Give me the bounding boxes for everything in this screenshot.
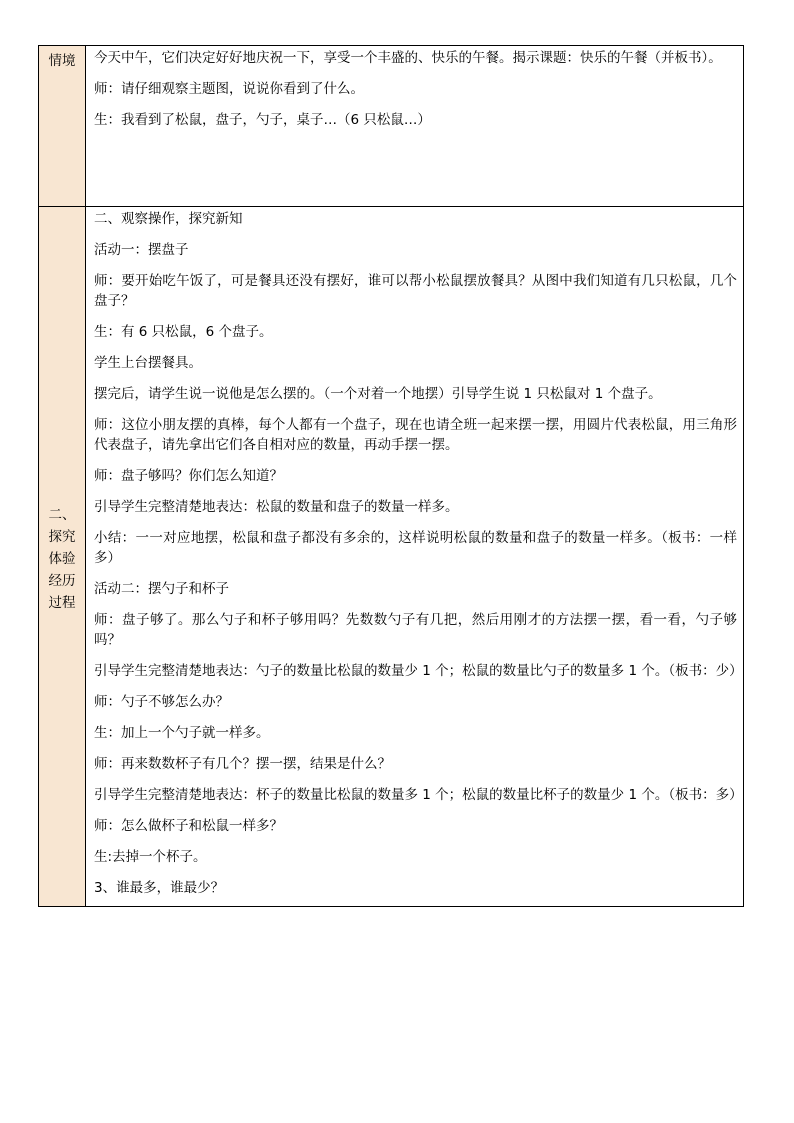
- content-heading: 二、观察操作，探究新知: [94, 211, 243, 227]
- content-line: 师：要开始吃午饭了，可是餐具还没有摆好，谁可以帮小松鼠摆放餐具？从图中我们知道有几只松鼠，几个盘子？: [94, 273, 737, 309]
- content-line: 引导学生完整清楚地表达：松鼠的数量和盘子的数量一样多。: [94, 499, 459, 515]
- content-line: 生：加上一个勺子就一样多。: [94, 725, 270, 741]
- section-content: [86, 46, 744, 207]
- content-line: 师：怎么做杯子和松鼠一样多？: [94, 818, 283, 834]
- content-line: 师：勺子不够怎么办？: [94, 694, 229, 710]
- section-label-line: 体验: [48, 550, 76, 567]
- lesson-plan-table: [38, 45, 744, 907]
- content-subheading: 3、谁最多，谁最少？: [94, 880, 225, 896]
- section-label: [39, 46, 86, 207]
- section-label-line: 过程: [48, 594, 76, 611]
- content-line: 小结：一一对应地摆，松鼠和盘子都没有多余的，这样说明松鼠的数量和盘子的数量一样多。（板书：一样多）: [94, 530, 737, 566]
- section-label-line: 二、: [48, 506, 76, 523]
- content-line: 师：盘子够了。那么勺子和杯子够用吗？先数数勺子有几把，然后用刚才的方法摆一摆，看一看，勺子够吗？: [94, 612, 737, 648]
- content-subheading: 活动一：摆盘子: [94, 242, 189, 258]
- section-label-text: 情境: [48, 53, 76, 69]
- content-line: 师：请仔细观察主题图，说说你看到了什么。: [94, 81, 364, 97]
- content-line: 生：有 6 只松鼠，6 个盘子。: [94, 324, 273, 340]
- section-situation: [39, 46, 744, 207]
- section-label: [39, 207, 86, 907]
- content-line: 生：我看到了松鼠，盘子，勺子，桌子…（6 只松鼠…）: [94, 112, 431, 128]
- lesson-plan-sheet: [38, 45, 744, 907]
- section-explore: [39, 207, 744, 907]
- content-line: 引导学生完整清楚地表达：杯子的数量比松鼠的数量多 1 个；松鼠的数量比杯子的数量少 1 个。（板书：多）: [94, 787, 743, 803]
- section-content: [86, 207, 744, 907]
- content-line: 引导学生完整清楚地表达：勺子的数量比松鼠的数量少 1 个；松鼠的数量比勺子的数量多 1 个。（板书：少）: [94, 663, 743, 679]
- content-line: 师：再来数数杯子有几个？摆一摆，结果是什么？: [94, 756, 391, 772]
- content-line: 生:去掉一个杯子。: [94, 849, 207, 865]
- content-line: 摆完后，请学生说一说他是怎么摆的。（一个对着一个地摆）引导学生说 1 只松鼠对 1 个盘子。: [94, 386, 662, 402]
- content-line: 今天中午，它们决定好好地庆祝一下，享受一个丰盛的、快乐的午餐。揭示课题：快乐的午餐（并板书）。: [94, 50, 722, 66]
- content-line: 师：盘子够吗？你们怎么知道？: [94, 468, 283, 484]
- section-label-line: 探究: [48, 528, 76, 545]
- section-label-line: 经历: [48, 572, 76, 589]
- content-subheading: 活动二：摆勺子和杯子: [94, 581, 229, 597]
- content-line: 学生上台摆餐具。: [94, 355, 202, 371]
- content-line: 师：这位小朋友摆的真棒，每个人都有一个盘子，现在也请全班一起来摆一摆，用圆片代表松鼠，用三角形代表盘子，请先拿出它们各自相对应的数量，再动手摆一摆。: [94, 417, 737, 453]
